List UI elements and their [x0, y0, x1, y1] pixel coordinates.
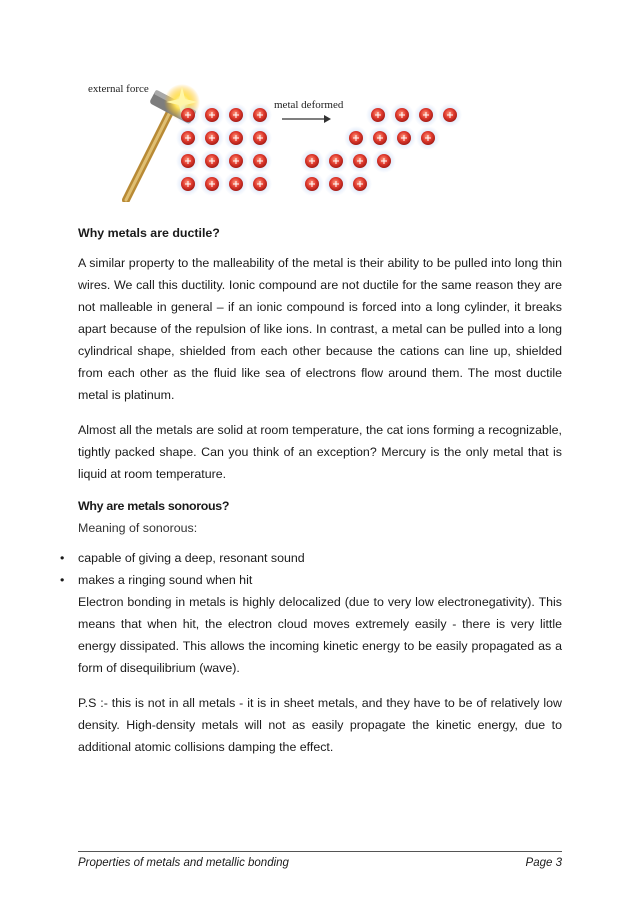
cation-icon	[372, 149, 396, 173]
cation-icon	[324, 149, 348, 173]
cation-icon	[200, 172, 224, 196]
cation-icon	[300, 172, 324, 196]
cation-icon	[366, 103, 390, 127]
footer-title: Properties of metals and metallic bonding	[78, 857, 289, 869]
cation-icon	[390, 103, 414, 127]
page-content	[60, 225, 562, 771]
label-metal-deformed: metal deformed	[274, 99, 344, 111]
arrow-right-icon	[282, 115, 331, 123]
metal-deformation-figure	[78, 72, 478, 202]
list-item	[60, 569, 562, 591]
cation-icon	[224, 149, 248, 173]
bullet-text: makes a ringing sound when hit	[78, 573, 253, 588]
cation-icon	[348, 149, 372, 173]
cation-icon	[324, 172, 348, 196]
paragraph-ps-note: P.S :- this is not in all metals - it is in sheet metals, and they have to be of relatively low density. High-density metals will not as easily propagate the kinetic energy, due to additional atomic collisions damping the effect.	[78, 696, 562, 755]
heading-sonorous: Why are metals sonorous?	[78, 499, 230, 514]
cation-icon	[248, 172, 272, 196]
original-lattice	[176, 103, 272, 196]
cation-icon	[392, 126, 416, 150]
cation-icon	[300, 149, 324, 173]
label-external-force: external force	[88, 83, 149, 95]
page-number: Page 3	[525, 857, 562, 869]
cation-icon	[248, 103, 272, 127]
cation-icon	[248, 149, 272, 173]
paragraph-ductility: A similar property to the malleability of the metal is their ability to be pulled into long thin wires. We call this ductility. Ionic compound are not ductile for the same reason they are not malleable in general – if an ionic compound is forced into a long cylinder, it breaks apart because of the repulsion of like ions. In contrast, a metal can be pulled into a long cylindrical shape, shielded from each other because the cations can line up, shielded from each other as the fluid like sea of electrons flow around them. The most ductile metal is platinum.	[78, 256, 562, 403]
list-item	[60, 547, 562, 569]
lattice-diagram	[78, 72, 478, 202]
cation-icon	[224, 172, 248, 196]
cation-icon	[224, 103, 248, 127]
cation-icon	[368, 126, 392, 150]
cation-icon	[176, 149, 200, 173]
cation-icon	[416, 126, 440, 150]
bullet-icon: •	[60, 573, 65, 588]
cation-icon	[176, 126, 200, 150]
subheading-sonorous-meaning: Meaning of sonorous:	[78, 520, 198, 535]
cation-icon	[414, 103, 438, 127]
paragraph-electron-bonding: Electron bonding in metals is highly delocalized (due to very low electronegativity). This means that when hit, the electron cloud moves extremely easily - there is very little energy dissipated. This allows the incoming kinetic energy to be easily propagated as a form of disequilibrium (wave).	[78, 595, 562, 676]
cation-icon	[200, 126, 224, 150]
bullet-text: capable of giving a deep, resonant sound	[78, 551, 305, 566]
cation-icon	[248, 126, 272, 150]
cation-icon	[438, 103, 462, 127]
cation-icon	[176, 103, 200, 127]
cation-icon	[348, 172, 372, 196]
cation-icon	[176, 172, 200, 196]
cation-icon	[224, 126, 248, 150]
cation-icon	[200, 149, 224, 173]
page-footer	[78, 851, 562, 869]
heading-ductile: Why metals are ductile?	[78, 226, 220, 240]
paragraph-mercury: Almost all the metals are solid at room temperature, the cat ions forming a recognizable, tightly packed shape. Can you think of an exception? Mercury is the only metal that is liquid at room temperature.	[78, 423, 562, 482]
bullet-icon: •	[60, 551, 65, 566]
cation-icon	[344, 126, 368, 150]
cation-icon	[200, 103, 224, 127]
